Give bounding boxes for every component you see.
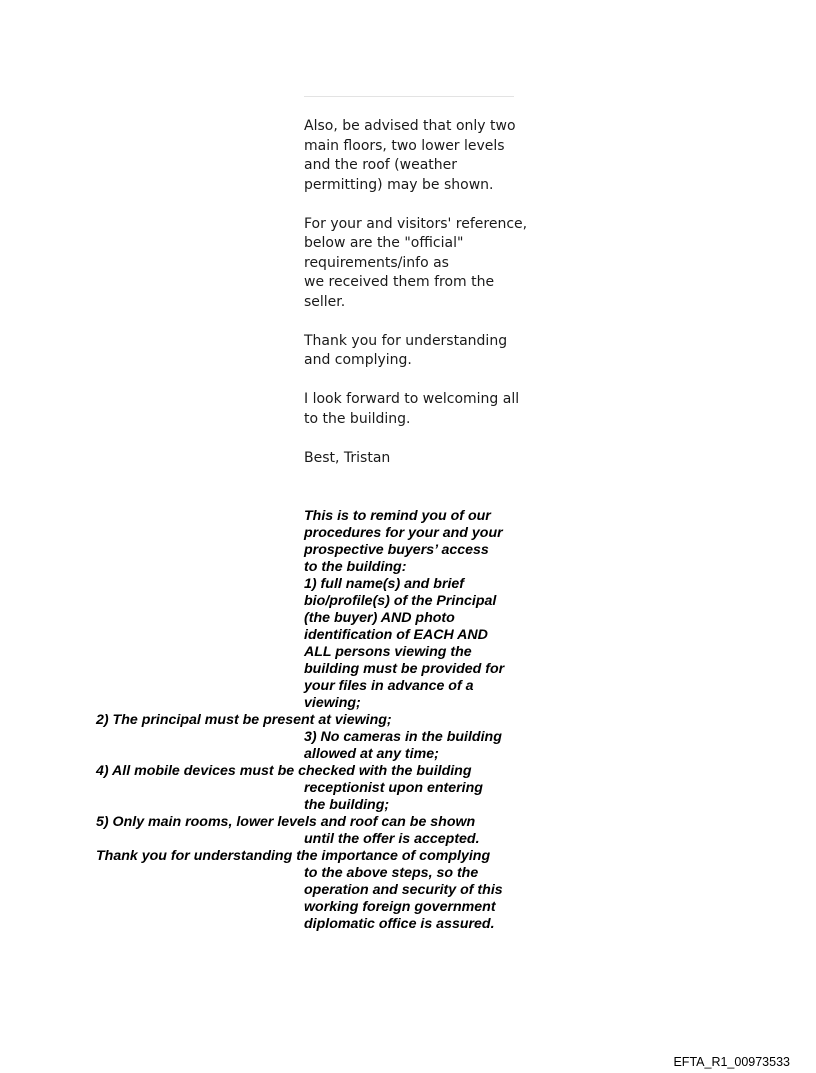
procedure-line-text: allowed at any time; xyxy=(304,746,439,762)
procedure-line xyxy=(0,780,816,797)
message-line: Thank you for understanding xyxy=(304,332,508,349)
procedure-line-text: prospective buyers’ access xyxy=(304,542,493,558)
message-line: permitting) may be shown. xyxy=(304,176,494,193)
procedure-line-text: (the buyer) AND photo xyxy=(304,610,459,626)
message-line: I look forward to welcoming all xyxy=(304,391,520,407)
message-line: below are the "official" xyxy=(304,235,464,251)
procedure-line-text: until the offer is accepted. xyxy=(304,831,480,847)
message-paragraph xyxy=(304,215,528,313)
procedure-line-text: your files in advance of a xyxy=(304,678,478,694)
message-paragraph xyxy=(304,449,524,469)
procedure-line xyxy=(0,848,816,865)
message-line: Also, be advised that only two xyxy=(304,118,516,134)
procedure-line xyxy=(0,678,816,695)
procedure-line xyxy=(0,644,816,661)
procedure-line-text: viewing; xyxy=(304,695,361,711)
procedures-block xyxy=(0,508,816,933)
procedure-line-text: bio/profile(s) of the Principal xyxy=(304,593,501,609)
procedure-line-text: procedures for your and your xyxy=(304,525,507,541)
procedure-line-text: receptionist upon entering xyxy=(304,780,487,796)
procedure-line xyxy=(0,916,816,933)
procedure-line-text: to the building: xyxy=(304,559,407,575)
procedure-line-text: the building; xyxy=(304,797,390,813)
procedure-line xyxy=(0,814,816,831)
procedure-line-text: 2) The principal must be present at viewing; xyxy=(96,712,392,728)
procedure-line xyxy=(0,729,816,746)
message-line: we received them from the xyxy=(304,274,495,290)
procedure-line xyxy=(0,882,816,899)
procedure-line xyxy=(0,712,816,729)
message-body xyxy=(304,117,528,488)
procedure-line xyxy=(0,627,816,644)
procedure-line xyxy=(0,695,816,712)
procedure-line xyxy=(0,593,816,610)
message-paragraph xyxy=(304,390,524,429)
procedure-line-text: 1) full name(s) and brief xyxy=(304,576,468,592)
procedure-line xyxy=(0,610,816,627)
message-line: seller. xyxy=(304,293,346,310)
message-line: requirements/info as xyxy=(304,254,449,271)
message-line: and complying. xyxy=(304,352,412,368)
procedure-line-text: operation and security of this xyxy=(304,882,507,898)
procedure-line xyxy=(0,525,816,542)
procedure-line xyxy=(0,865,816,882)
procedure-line xyxy=(0,661,816,678)
message-line: to the building. xyxy=(304,410,411,427)
procedure-line-text: 5) Only main rooms, lower levels and roof can be shown xyxy=(96,814,480,830)
procedure-line xyxy=(0,763,816,780)
procedure-line-text: 4) All mobile devices must be checked with the building xyxy=(96,763,476,779)
message-line: main floors, two lower levels xyxy=(304,137,505,154)
procedure-line-text: This is to remind you of our xyxy=(304,508,495,524)
procedure-line xyxy=(0,508,816,525)
procedure-line-text: building must be provided for xyxy=(304,661,509,677)
procedure-line-text: to the above steps, so the xyxy=(304,865,483,881)
message-paragraph xyxy=(304,332,524,371)
procedure-line xyxy=(0,559,816,576)
message-paragraph xyxy=(304,117,524,195)
procedure-line-text: Thank you for understanding the importance of complying xyxy=(96,848,495,864)
procedure-line xyxy=(0,831,816,848)
procedure-line-text: identification of EACH AND xyxy=(304,627,492,643)
quote-divider xyxy=(304,96,514,97)
procedure-line xyxy=(0,576,816,593)
procedure-line xyxy=(0,542,816,559)
procedure-line-text: diplomatic office is assured. xyxy=(304,916,495,932)
procedure-line xyxy=(0,899,816,916)
message-line: and the roof (weather xyxy=(304,157,458,173)
procedure-line-text: ALL persons viewing the xyxy=(304,644,476,660)
procedure-line-text: 3) No cameras in the building xyxy=(304,729,506,745)
message-line: For your and visitors' reference, xyxy=(304,215,528,232)
procedure-line-text: working foreign government xyxy=(304,899,500,915)
procedure-line xyxy=(0,797,816,814)
message-line: Best, Tristan xyxy=(304,449,391,466)
document-id: EFTA_R1_00973533 xyxy=(673,1055,790,1069)
procedure-line xyxy=(0,746,816,763)
